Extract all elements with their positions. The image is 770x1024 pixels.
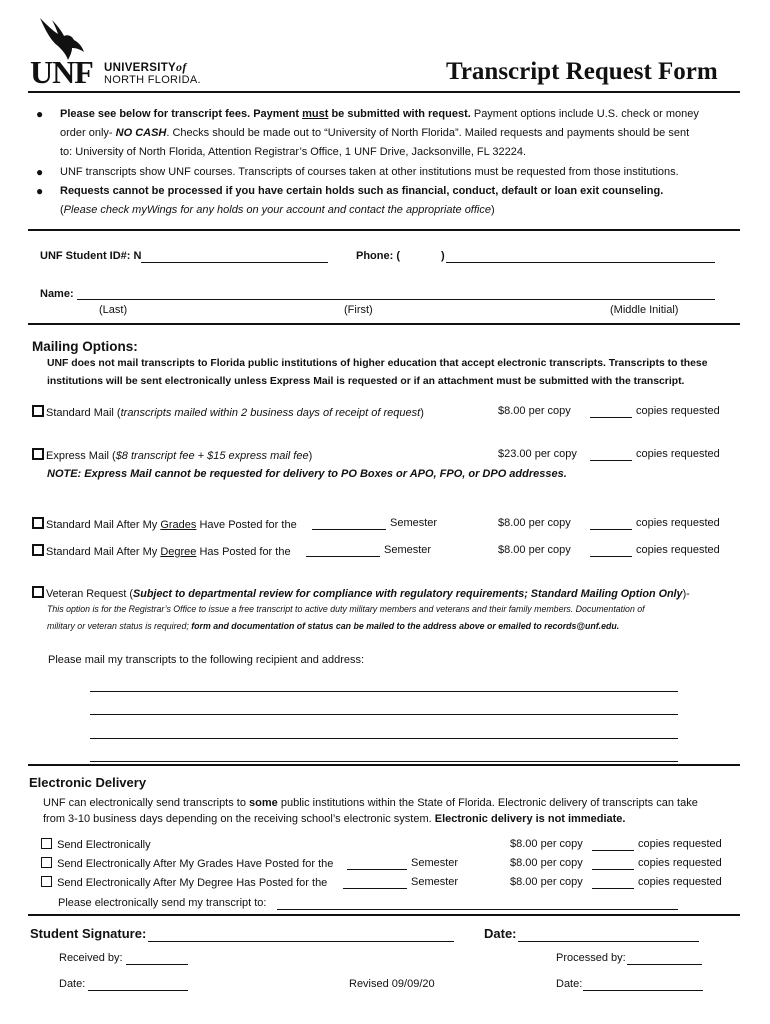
mailing-note-1: UNF does not mail transcripts to Florida public institutions of higher education that accept electronic transcripts. Transcripts to these (47, 358, 708, 369)
send-after-grades-checkbox[interactable] (41, 857, 52, 868)
standard-mail-option[interactable]: Standard Mail (transcripts mailed within 2 business days of receipt of request) (32, 405, 424, 419)
phone-field[interactable] (446, 262, 715, 263)
send-electronically-checkbox[interactable] (41, 838, 52, 849)
electronic-price: $8.00 per copy (510, 876, 583, 888)
electronic-price: $8.00 per copy (510, 838, 583, 850)
send-after-degree-checkbox[interactable] (41, 876, 52, 887)
send-after-grades-option[interactable]: Send Electronically After My Grades Have Posted for the (41, 857, 333, 870)
section-divider (28, 229, 740, 231)
holds-note: Requests cannot be processed if you have certain holds such as financial, conduct, default or loan exit counseling. (Please check myWings for any holds on your account and contact the appropriate office) (60, 185, 664, 216)
electronic-grades-semester-field[interactable] (347, 869, 407, 870)
copies-requested-label: copies requested (636, 544, 720, 556)
phone-label: Phone: ( (356, 250, 400, 262)
electronic-degree-semester-field[interactable] (343, 888, 407, 889)
student-id-label: UNF Student ID#: N (40, 250, 142, 262)
send-electronically-option[interactable]: Send Electronically (41, 838, 151, 851)
office-date-label: Date: (59, 978, 86, 990)
processed-by-field[interactable] (627, 964, 702, 965)
signature-label: Student Signature: (30, 926, 147, 941)
processed-date-label: Date: (556, 978, 583, 990)
veteran-request-option[interactable]: Veteran Request (Subject to departmental review for compliance with regulatory requirements; Standard Mailing Option Only)- (32, 586, 690, 600)
semester-label: Semester (384, 544, 432, 556)
degree-semester-field[interactable] (306, 556, 380, 557)
name-middle-caption: (Middle Initial) (610, 304, 679, 316)
express-mail-copies-field[interactable] (590, 460, 632, 461)
send-to-field[interactable] (277, 909, 678, 910)
send-after-degree-option[interactable]: Send Electronically After My Degree Has Posted for the (41, 876, 327, 889)
veteran-note-1: This option is for the Registrar’s Office to issue a free transcript to active duty military members and veterans and their family members. Documentation of (47, 604, 645, 614)
section-divider (28, 914, 740, 916)
logo-north-florida: NORTH FLORIDA. (104, 74, 201, 86)
bullet-dot: ● (36, 107, 44, 121)
processed-by-label: Processed by: (556, 952, 626, 964)
grades-semester-field[interactable] (312, 529, 386, 530)
electronic-price: $8.00 per copy (510, 857, 583, 869)
electronic-desc-1: UNF can electronically send transcripts to some public institutions within the State of Florida. Electronic delivery of transcripts can take (43, 797, 698, 809)
office-date-field[interactable] (88, 990, 188, 991)
express-mail-checkbox[interactable] (32, 448, 44, 460)
bullet-dot: ● (36, 184, 44, 198)
mailing-heading: Mailing Options: (32, 339, 138, 354)
name-last-caption: (Last) (99, 304, 128, 316)
standard-after-grades-checkbox[interactable] (32, 517, 44, 529)
date-label: Date: (484, 926, 517, 941)
express-mail-option[interactable]: Express Mail ($8 transcript fee + $15 express mail fee) (32, 448, 312, 462)
date-field[interactable] (518, 941, 699, 942)
veteran-note-2: military or veteran status is required; form and documentation of status can be mailed to the address above or emailed to records@unf.edu. (47, 621, 620, 631)
degree-price: $8.00 per copy (498, 544, 571, 556)
recipient-address-line-3[interactable] (90, 738, 678, 739)
mailing-note-2: institutions will be sent electronically unless Express Mail is requested or if an attachment must be submitted with the transcript. (47, 376, 685, 387)
copies-requested-label: copies requested (636, 448, 720, 460)
fees-paragraph: Please see below for transcript fees. Payment must be submitted with request. Payment options include U.S. check or money order only- NO CASH. Checks should be made out to “University of North Florida”. Mailed requests and payments should be sent to: University of North Florida, Attention Registrar’s Office, 1 UNF Drive, Jacksonville, FL 32224. (60, 108, 699, 158)
logo-wordmark: UNF (30, 54, 93, 90)
copies-requested-label: copies requested (638, 876, 722, 888)
send-to-label: Please electronically send my transcript to: (58, 897, 267, 909)
standard-mail-copies-field[interactable] (590, 417, 632, 418)
express-mail-note: NOTE: Express Mail cannot be requested for delivery to PO Boxes or APO, FPO, or DPO addresses. (47, 468, 567, 480)
name-label: Name: (40, 288, 74, 300)
logo-university: UNIVERSITYof (104, 60, 187, 74)
electronic-desc-2: from 3-10 business days depending on the receiving school’s electronic system. Electronic delivery is not immediate. (43, 813, 626, 825)
grades-copies-field[interactable] (590, 529, 632, 530)
electronic-degree-copies-field[interactable] (592, 888, 634, 889)
student-id-field[interactable] (141, 262, 328, 263)
unf-logo (30, 14, 210, 90)
page-title: Transcript Request Form (446, 58, 718, 85)
bullet-dot: ● (36, 165, 44, 179)
received-by-label: Received by: (59, 952, 123, 964)
header-divider (28, 91, 740, 93)
standard-after-degree-option[interactable]: Standard Mail After My Degree Has Posted for the (32, 544, 291, 558)
grades-price: $8.00 per copy (498, 517, 571, 529)
section-divider (28, 323, 740, 325)
express-mail-price: $23.00 per copy (498, 448, 577, 460)
standard-mail-price: $8.00 per copy (498, 405, 571, 417)
copies-requested-label: copies requested (636, 405, 720, 417)
veteran-request-checkbox[interactable] (32, 586, 44, 598)
unf-courses-note: UNF transcripts show UNF courses. Transcripts of courses taken at other institutions must be requested from those institutions. (60, 166, 679, 178)
copies-requested-label: copies requested (636, 517, 720, 529)
degree-copies-field[interactable] (590, 556, 632, 557)
revised-date: Revised 09/09/20 (349, 978, 435, 990)
signature-field[interactable] (148, 941, 454, 942)
processed-date-field[interactable] (583, 990, 703, 991)
electronic-copies-field[interactable] (592, 850, 634, 851)
received-by-field[interactable] (126, 964, 188, 965)
phone-close: ) (441, 250, 445, 262)
name-field[interactable] (77, 299, 715, 300)
standard-mail-checkbox[interactable] (32, 405, 44, 417)
electronic-grades-copies-field[interactable] (592, 869, 634, 870)
section-divider (28, 764, 740, 766)
recipient-address-line-2[interactable] (90, 714, 678, 715)
electronic-heading: Electronic Delivery (29, 775, 147, 790)
standard-after-grades-option[interactable]: Standard Mail After My Grades Have Posted for the (32, 517, 297, 531)
standard-after-degree-checkbox[interactable] (32, 544, 44, 556)
recipient-label: Please mail my transcripts to the following recipient and address: (48, 654, 365, 666)
recipient-address-line-4[interactable] (90, 761, 678, 762)
recipient-address-line-1[interactable] (90, 691, 678, 692)
name-first-caption: (First) (344, 304, 373, 316)
copies-requested-label: copies requested (638, 838, 722, 850)
semester-label: Semester (390, 517, 438, 529)
copies-requested-label: copies requested (638, 857, 722, 869)
semester-label: Semester (411, 876, 459, 888)
semester-label: Semester (411, 857, 459, 869)
